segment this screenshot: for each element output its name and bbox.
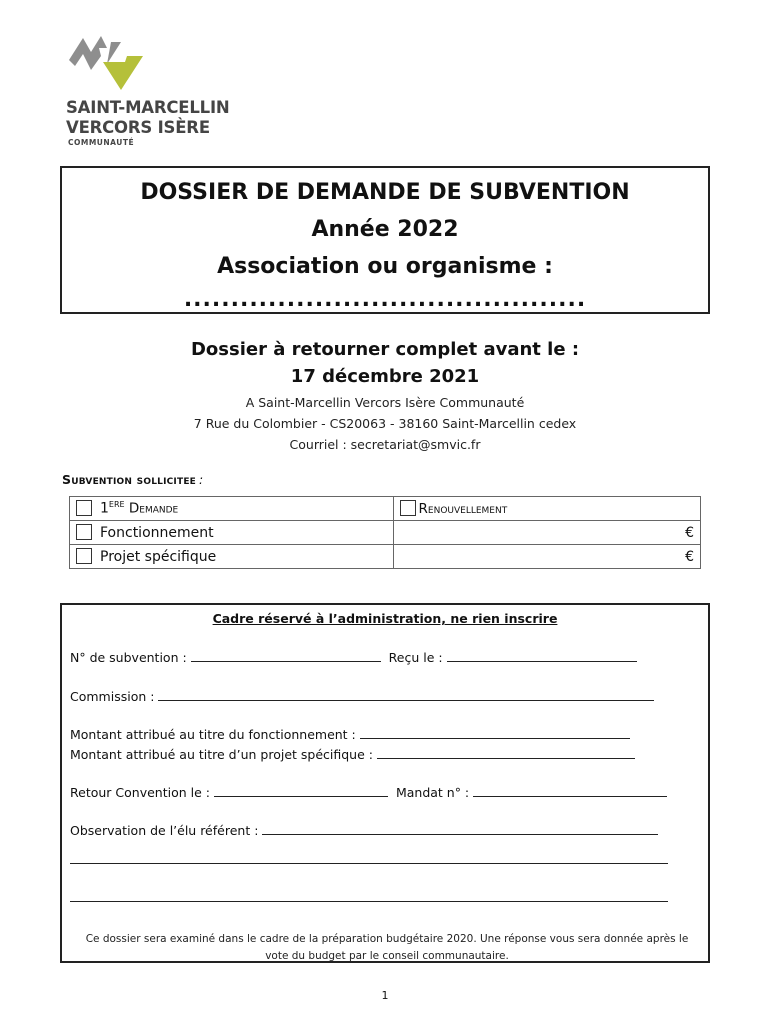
project-label: Projet spécifique bbox=[100, 548, 217, 565]
subvention-heading-text: Subvention sollicitee bbox=[62, 472, 197, 487]
return-deadline-label: Dossier à retourner complet avant le : bbox=[190, 339, 580, 360]
table-row bbox=[70, 521, 701, 545]
observation-label: Observation de l’élu référent : bbox=[70, 823, 259, 838]
admin-box-title: Cadre réservé à l’administration, ne rien inscrire bbox=[212, 611, 558, 626]
commission-label: Commission : bbox=[70, 689, 155, 704]
project-amount-field[interactable] bbox=[393, 545, 700, 569]
admin-row-amount-project bbox=[70, 747, 635, 762]
received-on-label: Reçu le : bbox=[388, 650, 443, 665]
logo-text-line1: SAINT-MARCELLIN bbox=[66, 98, 230, 117]
admin-box bbox=[60, 603, 710, 963]
table-row bbox=[70, 545, 701, 569]
logo-mark-icon bbox=[67, 32, 157, 97]
renewal-cell[interactable] bbox=[393, 497, 700, 521]
return-info bbox=[0, 336, 770, 455]
document-year: Année 2022 bbox=[311, 217, 459, 242]
mandate-field[interactable] bbox=[473, 787, 667, 797]
convention-return-field[interactable] bbox=[214, 787, 388, 797]
return-address-2: 7 Rue du Colombier - CS20063 - 38160 Saint-Marcellin cedex bbox=[193, 416, 577, 431]
return-deadline-date: 17 décembre 2021 bbox=[290, 366, 480, 387]
first-request-cell[interactable] bbox=[70, 497, 394, 521]
admin-row-number bbox=[70, 650, 637, 665]
subvention-table bbox=[69, 496, 701, 569]
admin-row-amount-operation bbox=[70, 727, 630, 742]
first-request-sup: ERE bbox=[108, 500, 125, 510]
operation-currency: € bbox=[685, 524, 694, 541]
subvention-number-field[interactable] bbox=[191, 652, 381, 662]
project-checkbox[interactable] bbox=[76, 548, 92, 564]
amount-operation-field[interactable] bbox=[360, 729, 630, 739]
subvention-heading-colon: : bbox=[199, 472, 204, 487]
admin-row-commission bbox=[70, 689, 654, 704]
admin-row-convention bbox=[70, 785, 667, 800]
admin-row-observation bbox=[70, 823, 658, 838]
organisation-dots: ........................................... bbox=[183, 287, 587, 312]
table-row bbox=[70, 497, 701, 521]
operation-label: Fonctionnement bbox=[100, 524, 214, 541]
document-title: DOSSIER DE DEMANDE DE SUBVENTION bbox=[140, 180, 630, 205]
logo-text-line2: VERCORS ISÈRE bbox=[66, 118, 210, 137]
amount-project-field[interactable] bbox=[377, 749, 635, 759]
amount-project-label: Montant attribué au titre d’un projet spécifique : bbox=[70, 747, 373, 762]
convention-return-label: Retour Convention le : bbox=[70, 785, 210, 800]
observation-line-2[interactable] bbox=[70, 863, 668, 864]
logo-text-line3: COMMUNAUTÉ bbox=[68, 138, 135, 147]
renewal-label: Renouvellement bbox=[418, 500, 508, 517]
return-email: Courriel : secretariat@smvic.fr bbox=[289, 437, 481, 452]
first-request-prefix: 1 bbox=[100, 500, 109, 517]
project-currency: € bbox=[685, 548, 694, 565]
subvention-number-label: N° de subvention : bbox=[70, 650, 187, 665]
observation-field[interactable] bbox=[262, 825, 658, 835]
first-request-checkbox[interactable] bbox=[76, 500, 92, 516]
observation-line-3[interactable] bbox=[70, 901, 668, 902]
operation-cell[interactable] bbox=[70, 521, 394, 545]
smvic-logo bbox=[62, 30, 252, 150]
page-number: 1 bbox=[381, 989, 389, 1002]
received-on-field[interactable] bbox=[447, 652, 637, 662]
operation-amount-field[interactable] bbox=[393, 521, 700, 545]
operation-checkbox[interactable] bbox=[76, 524, 92, 540]
amount-operation-label: Montant attribué au titre du fonctionnement : bbox=[70, 727, 356, 742]
first-request-label: Demande bbox=[124, 500, 179, 517]
project-cell[interactable] bbox=[70, 545, 394, 569]
admin-note: Ce dossier sera examiné dans le cadre de la préparation budgétaire 2020. Une réponse vous sera donnée après le vote du budget par le conseil communautaire. bbox=[85, 933, 689, 962]
return-address-1: A Saint-Marcellin Vercors Isère Communauté bbox=[245, 395, 525, 410]
commission-field[interactable] bbox=[158, 691, 654, 701]
mandate-label: Mandat n° : bbox=[395, 785, 470, 800]
organisation-label: Association ou organisme : bbox=[217, 254, 553, 279]
title-box bbox=[60, 166, 710, 314]
renewal-checkbox[interactable] bbox=[400, 500, 416, 516]
subvention-heading bbox=[62, 472, 203, 487]
